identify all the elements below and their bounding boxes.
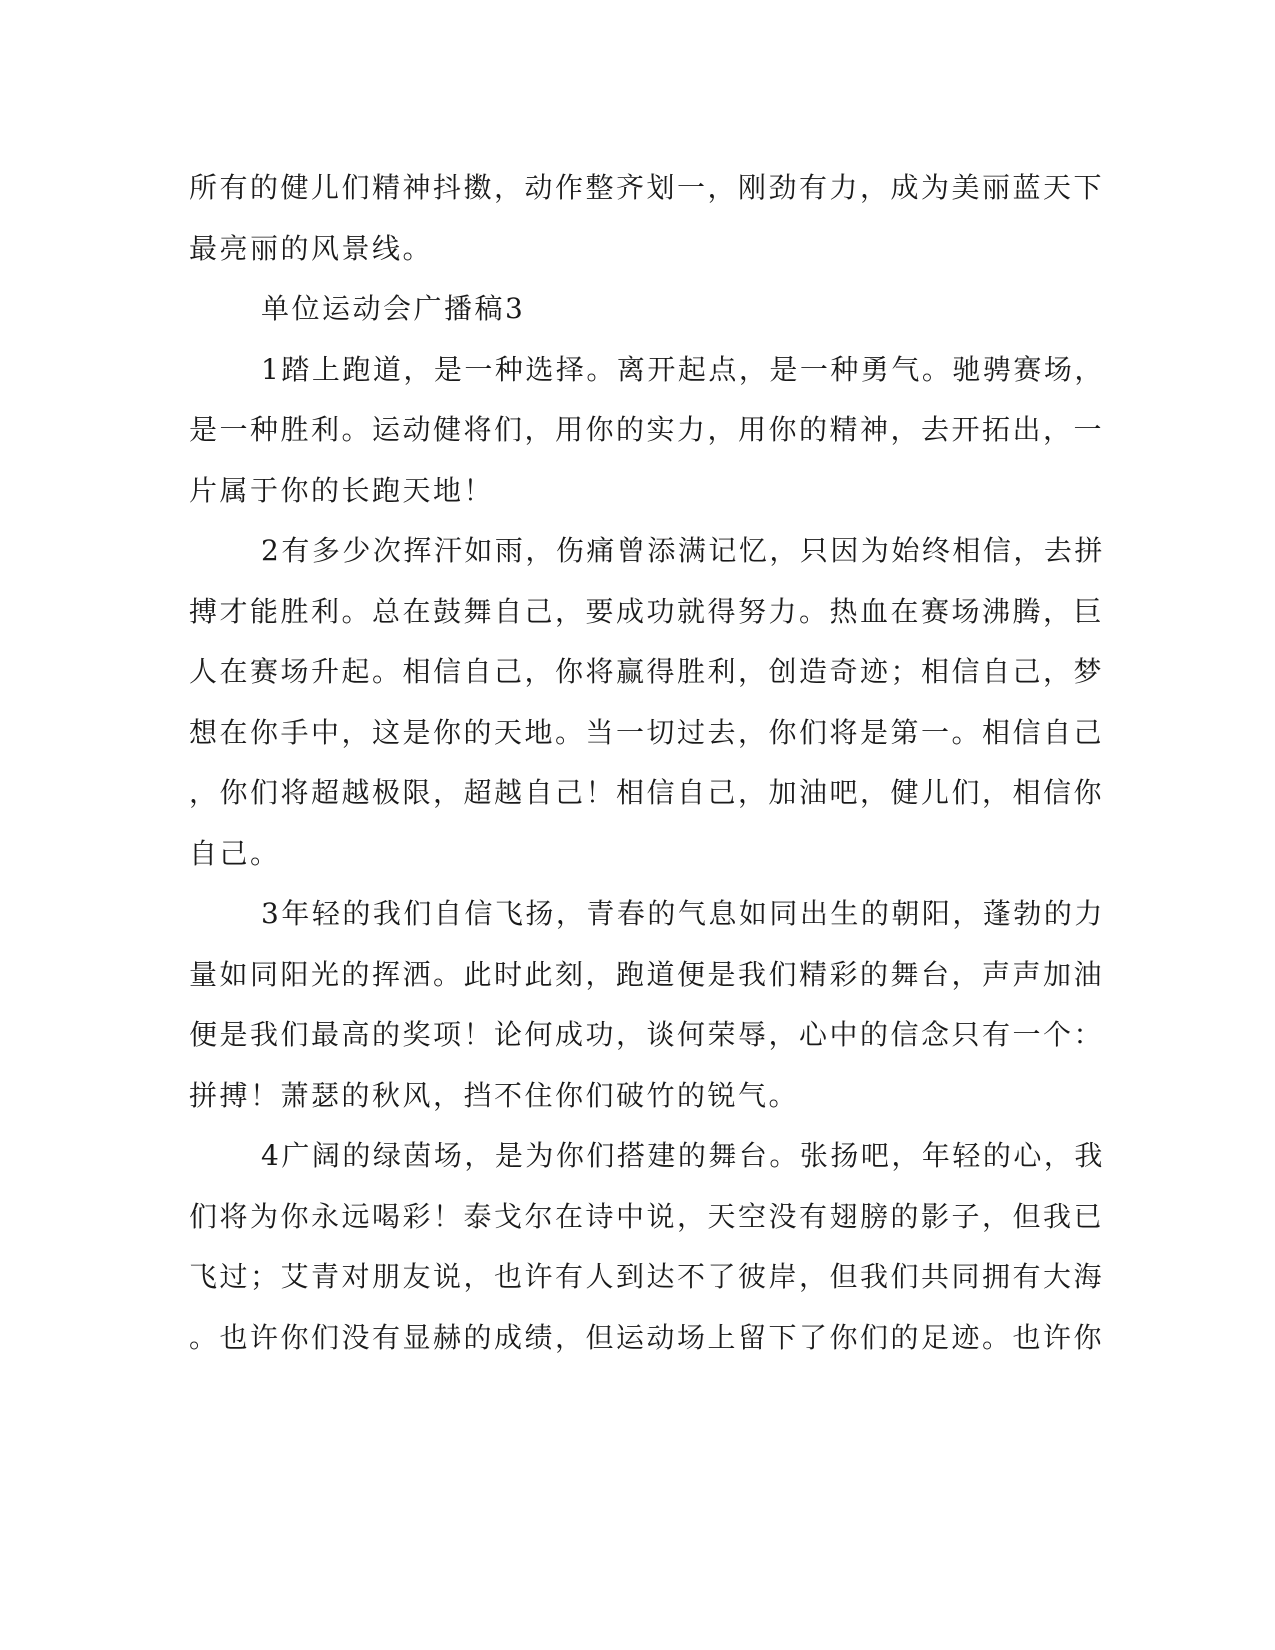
text-line: 所有的健儿们精神抖擞，动作整齐划一，刚劲有力，成为美丽蓝天下	[189, 171, 1105, 204]
text-line: 1踏上跑道，是一种选择。离开起点，是一种勇气。驰骋赛场，	[261, 352, 1105, 386]
text-line: 最亮丽的风景线。	[189, 231, 434, 265]
text-line: 量如同阳光的挥洒。此时此刻，跑道便是我们精彩的舞台，声声加油	[189, 957, 1105, 991]
text-line: 单位运动会广播稿3	[261, 292, 526, 325]
text-line: 3年轻的我们自信飞扬，青春的气息如同出生的朝阳，蓬勃的力	[261, 897, 1105, 930]
text-line: 拼搏！萧瑟的秋风，挡不住你们破竹的锐气。	[189, 1078, 800, 1112]
document-body	[189, 158, 1105, 1368]
text-line: ，你们将超越极限，超越自己！相信自己，加油吧，健儿们，相信你	[189, 776, 1105, 809]
text-line: 是一种胜利。运动健将们，用你的实力，用你的精神，去开拓出，一	[189, 413, 1105, 446]
text-line: 2有多少次挥汗如雨，伤痛曾添满记忆，只因为始终相信，去拼	[261, 534, 1105, 567]
text-line: 想在你手中，这是你的天地。当一切过去，你们将是第一。相信自己	[189, 715, 1105, 749]
text-line: 。也许你们没有显赫的成绩，但运动场上留下了你们的足迹。也许你	[189, 1320, 1105, 1354]
text-line: 人在赛场升起。相信自己，你将赢得胜利，创造奇迹；相信自己，梦	[189, 655, 1105, 688]
text-line: 飞过；艾青对朋友说，也许有人到达不了彼岸，但我们共同拥有大海	[189, 1260, 1105, 1293]
text-line: 便是我们最高的奖项！论何成功，谈何荣辱，心中的信念只有一个：	[189, 1018, 1105, 1051]
text-line: 4广阔的绿茵场，是为你们搭建的舞台。张扬吧，年轻的心，我	[261, 1139, 1105, 1172]
text-line: 自己。	[189, 836, 281, 870]
text-line: 搏才能胜利。总在鼓舞自己，要成功就得努力。热血在赛场沸腾，巨	[189, 594, 1105, 628]
text-line: 片属于你的长跑天地！	[189, 473, 495, 507]
text-line: 们将为你永远喝彩！泰戈尔在诗中说，天空没有翅膀的影子，但我已	[189, 1199, 1105, 1233]
